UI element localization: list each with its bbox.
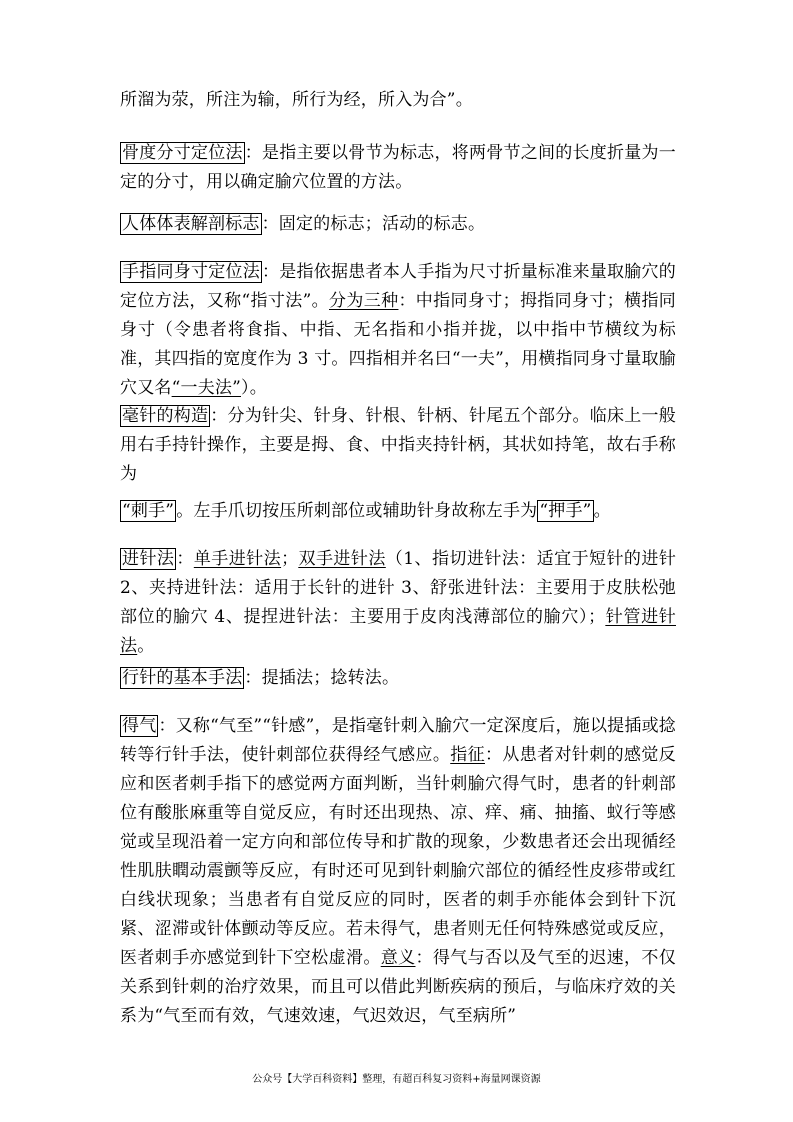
underlined-phrase: 指征 <box>450 745 485 765</box>
page-footer: 公众号【大学百科资料】整理，有超百科复习资料+海量网课资源 <box>252 1074 541 1085</box>
boxed-term: 人体体表解剖标志 <box>122 214 260 234</box>
boxed-term: “刺手” <box>122 501 175 521</box>
paragraph-text: 。 <box>137 636 155 656</box>
boxed-term: 手指同身寸定位法 <box>122 262 261 282</box>
boxed-term: “押手” <box>539 501 592 521</box>
underlined-phrase: 双手进针法 <box>298 549 386 569</box>
paragraph-text: ：又称“气至”“针感”，是指毫针刺入腧穴一定深度后，施以提插或捻转等行针手法，使针刺部位获得经气感应。 <box>120 716 676 765</box>
boxed-term: 得气 <box>122 716 157 736</box>
paragraph-deqi <box>120 712 676 1031</box>
paragraph-text: ：中指同身寸；拇指同身寸；横指同身寸（令患者将食指、中指、无名指和小指并拢，以中指中节横纹为标准，其四指的宽度作为 3 寸。四指相并名曰“一夫”，用横指同身寸量取腧穴又名 <box>120 291 677 398</box>
boxed-term: 行针的基本手法 <box>122 668 243 688</box>
paragraph-anatomical-landmarks <box>120 210 676 239</box>
paragraph-text: ； <box>281 549 299 569</box>
paragraph-text: ：从患者对针刺的感觉反应和医者刺手指下的感觉两方面判断，当针刺腧穴得气时，患者的针刺部位有酸胀麻重等自觉反应，有时还出现热、凉、痒、痛、抽搐、蚁行等感觉或呈现沿着一定方向和部位传导和扩散的现象，少数患者还会出现循经性肌肤瞤动震颤等反应，有时还可见到针刺腧穴部位的循经性皮疹带或红白线状现象；当患者有自觉反应的同时，医者的刺手亦能体会到针下沉紧、涩滞或针体颤动等反应。若未得气，患者则无任何特殊感觉或反应，医者刺手亦感觉到针下空松虚滑。 <box>120 745 676 968</box>
boxed-term: 骨度分寸定位法 <box>122 143 243 163</box>
underlined-phrase: 意义 <box>380 948 416 968</box>
underlined-phrase: 针管进针法 <box>120 607 676 656</box>
paragraph-bone-proportional <box>120 139 676 197</box>
paragraph-text: 所溜为荥，所注为输，所行为经，所入为合”。 <box>120 90 473 110</box>
boxed-term: 毫针的构造 <box>122 406 209 426</box>
paragraph-text: ：提插法；捻转法。 <box>244 668 400 688</box>
underlined-phrase: 分为三种 <box>329 291 399 311</box>
paragraph-text: ）。 <box>241 378 267 398</box>
paragraph-text: ：固定的标志；活动的标志。 <box>261 214 486 234</box>
paragraph-finger-cun <box>120 258 676 403</box>
paragraph-text: ： <box>176 549 194 569</box>
paragraph-text: ：得气与否以及气至的迟速，不仅关系到针刺的治疗效果，而且可以借此判断疾病的预后，与临床疗效的关系为“气至而有效，气速效速，气迟效迟，气至病所” <box>120 948 677 1026</box>
paragraph-basic-manipulation <box>120 664 676 693</box>
underlined-phrase: 单手进针法 <box>193 549 282 569</box>
paragraph-hands <box>120 497 676 526</box>
paragraph-text: ：分为针尖、针身、针根、针柄、针尾五个部分。临床上一般用右手持针操作，主要是拇、食、中指夹持针柄，其状如持笔，故右手称为 <box>120 406 677 484</box>
paragraph-text: 。左手爪切按压所刺部位或辅助针身故称左手为 <box>176 501 538 521</box>
paragraph-text: ：是指依据患者本人手指为尺寸折量标准来量取腧穴的定位方法，又称“指寸法”。 <box>120 262 676 311</box>
paragraph-text: 。 <box>593 501 611 521</box>
paragraph-continuation <box>120 86 676 115</box>
paragraph-text: （1、指切进针法：适宜于短针的进针 2、夹持进针法：适用于长针的进针 3、舒张进针法：主要用于皮肤松弛部位的腧穴 4、提捏进针法：主要用于皮肉浅薄部位的腧穴）； <box>120 549 677 627</box>
boxed-term: 进针法 <box>122 549 175 569</box>
underlined-phrase: “一夫法” <box>171 378 241 398</box>
paragraph-needle-insertion <box>120 545 676 661</box>
paragraph-needle-structure <box>120 402 676 489</box>
paragraph-text: ：是指主要以骨节为标志，将两骨节之间的长度折量为一定的分寸，用以确定腧穴位置的方法。 <box>120 143 676 192</box>
